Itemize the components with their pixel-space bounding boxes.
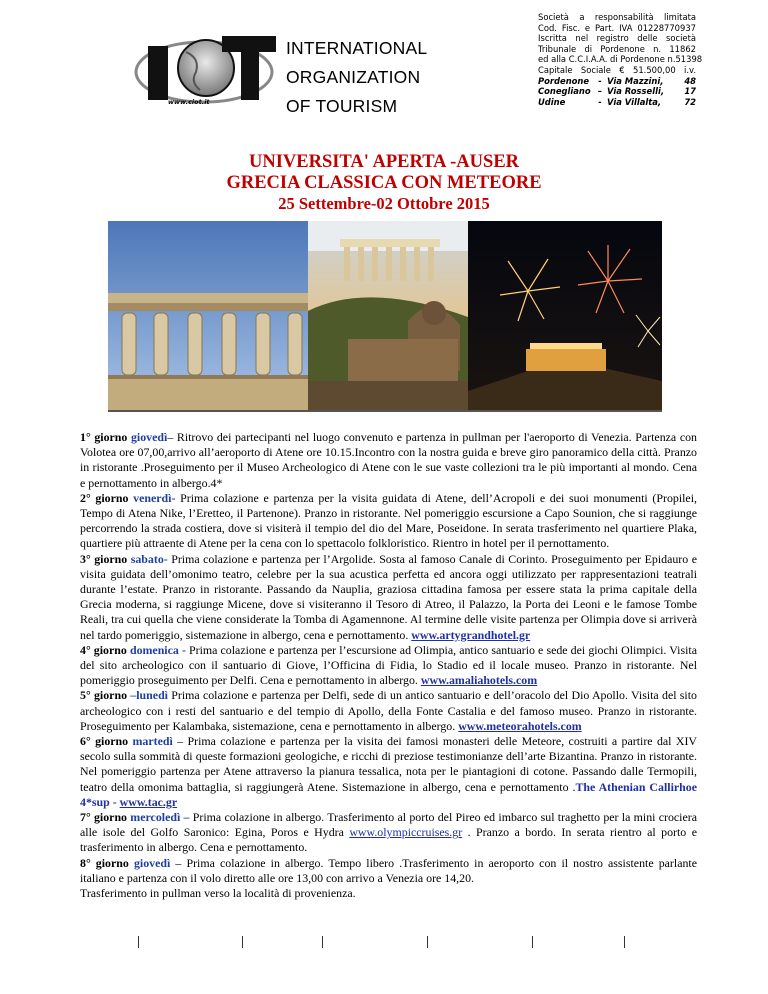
footer-tick [624,936,625,948]
itinerary [80,430,697,901]
document-title [0,152,768,214]
company-line: Società a responsabilità limitata [538,12,696,22]
company-line: Iscritta nel registro delle società [538,33,696,44]
iot-logo [130,28,278,110]
footer-tick [138,936,139,948]
closing-line: Trasferimento in pullman verso la località di provenienza. [80,886,356,901]
footer-tick [322,936,323,948]
hotel-link-arty[interactable]: www.artygrandhotel.gr [411,627,531,642]
hotel-link-tac[interactable]: www.tac.gr [119,794,178,809]
itinerary-day-6: 6° giorno martedì – Prima colazione e partenza per la visita dei famosi monasteri delle Meteore, costruiti a partire dal XIV secolo sulla sommità di queste formazioni geologiche, e ricchi di preziose testimonianze dell’arte Bizantina. Pranzo in ristorante. Nel pomeriggio partenza per Atene attraverso la pianura tessalica, nota per le piantagioni di cotone. Passando dalle Termopili, teatro della omonima battaglia, si raggiungerà Atene. Sistemazione in albergo, cena e pernottamento .The Athenian Callirhoe 4*sup - www.tac.gr [80,734,697,809]
footer-ticks [0,936,768,950]
itinerary-day-1: 1° giorno giovedì– Ritrovo dei partecipanti nel luogo convenuto e partenza in pullman per l'aeroporto di Venezia. Partenza con Volotea ore 07,00,arrivo all’aeroporto di Atene ore 10.15.Incontro con la nostra guida e breve giro panoramico della città. Pranzo in ristorante .Proseguimento per il Museo Archeologico di Atene con le sue vaste collezioni tra le più importanti al mondo. Cena e pernottamento in albergo.4* [80,430,697,490]
itinerary-day-3: 3° giorno sabato- Prima colazione e partenza per l’Argolide. Sosta al famoso Canale di Corinto. Proseguimento per Epidauro e visita guidata dell’omonimo teatro, celebre per la sua acustica perfetta ed ancora oggi utilizzato per rappresentazioni teatrali durante l’estate. Pranzo in ristorante. Passando da Nauplia, graziosa cittadina famosa per essere stata la prima capitale della Grecia moderna, si raggiunge Micene, dove si visiteranno il Tesoro di Atreo, il Palazzo, la Porta dei Leoni e le famose Tombe Reali, tra cui quella che viene considerate la Tomba di Agamennone. Al termine delle visite partenza per Olimpia dove si arriverà nel tardo pomeriggio, sistemazione in albergo, cena e pernottamento. www.artygrandhotel.gr [80,551,697,642]
address-pordenone: Pordenone - Via Mazzini, 48 [538,75,696,86]
greece-photo-collage [108,221,662,411]
itinerary-day-8: 8° giorno giovedì – Prima colazione in albergo. Tempo libero .Trasferimento in aeroporto con il nostro assistente parlante italiano e partenza con il volo diretto alle ore 13,00 con arrivo a Venezia ore 14,20. [80,855,697,885]
org-line: OF TOURISM [286,96,398,116]
itinerary-day-4: 4° giorno domenica - Prima colazione e partenza per l’escursione ad Olimpia, antico santuario e sede dei giochi Olimpici. Visita del sito archeologico con il santuario di Giove, l’Officina di Fidia, lo Stadio ed il locale museo. Pranzo in ristorante. Nel pomeriggio proseguimento per Delfi. Cena e pernottamento in albergo. www.amaliahotels.com [80,642,697,688]
footer-tick [532,936,533,948]
cruise-link[interactable]: www.olympiccruises.gr [349,825,463,840]
company-line: Tribunale di Pordenone n. 11862 [538,43,696,54]
organization-name [286,34,427,121]
title-line-2: GRECIA CLASSICA CON METEORE [226,173,542,193]
company-line: Capitale Sociale € 51.500,00 i.v. [538,64,696,75]
company-line: ed alla C.C.I.A.A. di Pordenone n.51398 [538,54,703,65]
hotel-link-amalia[interactable]: www.amaliahotels.com [420,673,538,688]
itinerary-day-5: 5° giorno –lunedì Prima colazione e partenza per Delfi, sede di un antico santuario e dell’oracolo del Dio Apollo. Visita del sito archeologico con i resti del santuario e del tempio di Apollo, della Fonte Castalia e del famoso museo. Pranzo in ristorante. Proseguimento per Kalambaka, sistemazione, cena e pernottamento in albergo. www.meteorahotels.com [80,688,697,733]
title-dates: 25 Settembre-02 Ottobre 2015 [278,194,490,213]
itinerary-day-7: 7° giorno mercoledì – Prima colazione in albergo. Trasferimento al porto del Pireo ed imbarco sul traghetto per la mini crociera alle isole del Golfo Saronico: Egina, Poros e Hydra www.olympiccruises.gr . Pranzo a bordo. In serata rientro al porto e trasferimento in albergo. Cena e pernottamento. [80,810,698,855]
org-line: INTERNATIONAL [286,38,428,58]
title-line-1: UNIVERSITA' APERTA -AUSER [248,152,520,172]
hotel-name-callirhoe: The Athenian Callirhoe 4*sup - [80,779,697,809]
address-udine: Udine - Via Villalta, 72 [538,96,696,107]
footer-tick [242,936,243,948]
company-line: Cod. Fisc. e Part. IVA 01228770937 [538,22,696,33]
logo-url: www.ciot.it [168,98,210,106]
hotel-link-meteora[interactable]: www.meteorahotels.com [458,718,582,733]
org-line: ORGANIZATION [286,67,421,87]
divider [108,410,662,412]
company-info [538,12,703,107]
itinerary-day-2: 2° giorno venerdì- Prima colazione e partenza per la visita guidata di Atene, dell’Acropoli e dei suoi monumenti (Propilei, Tempo di Atena Nike, l’Eretteo, il Partenone). Pranzo in ristorante. Nel pomeriggio escursione a Capo Sounion, che si raggiunge percorrendo la strada costiera, dove si visiterà il tempio del dio del Mare, Poseidone. In serata trasferimento nel quartiere Plaka, quartiere più attraente di Atene per la cena con lo spettacolo folkloristico. Rientro in hotel per il pernottamento. [80,490,697,551]
address-conegliano: Conegliano – Via Rosselli, 17 [538,86,696,97]
footer-tick [427,936,428,948]
